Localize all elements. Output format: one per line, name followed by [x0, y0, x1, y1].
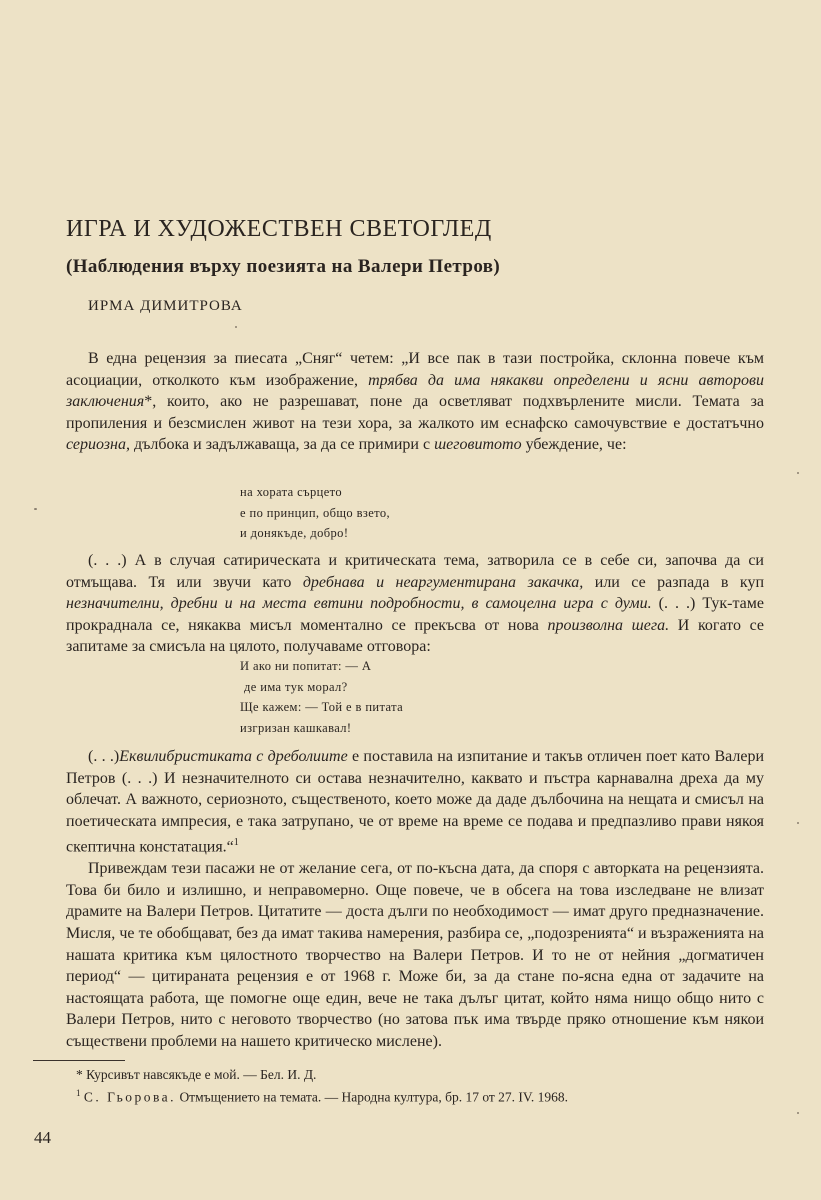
footnotes	[66, 1066, 764, 1107]
footnote-ref: 1	[233, 837, 239, 849]
verse-line: Ще кажем: — Той е в питата	[240, 700, 404, 714]
body-block-3	[66, 746, 764, 1053]
verse-quote-1	[240, 482, 390, 544]
print-speck	[797, 1112, 799, 1114]
body-block-2	[66, 550, 764, 658]
footnote-1: * Курсивът навсякъде е мой. — Бел. И. Д.	[76, 1067, 317, 1082]
article-title: ИГРА И ХУДОЖЕСТВЕН СВЕТОГЛЕД	[66, 216, 492, 242]
footnote-divider	[33, 1060, 125, 1061]
verse-line: И ако ни попитат: — А	[240, 659, 372, 673]
paragraph-1: В една рецензия за пиесата „Сняг“ четем: „И все пак в тази постройка, склонна повече към асоциации, отколкото към изображение, трябва да има някакви определени и ясни авторови заключения*, които, ако не разрешават, поне да осветляват подхвърлените мисли. Темата за пропиления и безсмислен живот на тези хора, за жалкото им еснафско самочувствие е достатъчно сериозна, дълбока и задължаваща, за да се примири с шеговитото убеждение, че:	[66, 350, 764, 454]
paragraph-3: (. . .)Еквилибристиката с дреболиите е поставила на изпитание и такъв отличен поет като Валери Петров (. . .) И незначителното си остава незначително, каквато и пъстра карнавална дреха да му облечат. А важното, сериозното, същественото, което може да даде дълбочина на нещата и смисъл на поетическата импресия, е така затрупано, че от време на време се подава и предпазливо прави някоя скептична констатация.“$^1$	[66, 748, 765, 856]
paragraph-4: Привеждам тези пасажи не от желание сега, от по-късна дата, да споря с авторката на рецензията. Това би било и излишно, и неправомерно. Още повече, че в обсега на това изследване не влизат драмите на Валери Петров. Цитатите — доста дълги по необходимост — имат друго предназначение. Мисля, че те обобщават, без да имат такива намерения, разбира се, „подозренията“ и възраженията на нашата критика към цялостното творчество на Валери Петров. И то не от нейния „догматичен период“ — цитираната рецензия е от 1968 г. Може би, за да стане по-ясна една от задачите на настоящата работа, ще помогне още един, вече не така дълъг цитат, който няма нищо общо нито с Валери Петров, нито с неговото творчество (но затова пък има твърде пряко отношение към някои съществени проблеми на нашето критическо мислене).	[66, 860, 764, 1051]
article-author: ИРМА ДИМИТРОВА	[88, 298, 243, 314]
page-number: 44	[34, 1128, 51, 1147]
verse-line: де има тук морал?	[244, 679, 348, 694]
print-speck	[34, 508, 37, 510]
body-block-1	[66, 348, 764, 456]
article-subtitle: (Наблюдения върху поезията на Валери Петров)	[66, 256, 501, 277]
verse-line: изгризан кашкавал!	[240, 720, 352, 735]
verse-line: на хората сърцето	[240, 485, 342, 499]
paragraph-2: (. . .) А в случая сатирическата и критическата тема, затворила се в себе си, започва да си отмъщава. Тя или звучи като дребнава и неаргументирана закачка, или се разпада в куп незначителни, дребни и на места евтини подробности, в самоцелна игра с думи. (. . .) Тук-таме прокрадналa се, някаква мисъл моментално се прекъсва от нова произволна шега. И когато се запитаме за смисъла на цялото, получаваме отговора:	[66, 552, 765, 656]
print-speck	[797, 472, 799, 474]
verse-quote-2	[240, 656, 403, 738]
footnote-2: $^1$ С. Гьорова. Отмъщението на темата. — Народна култура, бр. 17 от 27. IV. 1968.	[76, 1088, 569, 1105]
print-speck	[797, 822, 799, 824]
verse-line: е по принцип, общо взето,	[240, 505, 391, 520]
verse-line: и донякъде, добро!	[240, 526, 349, 540]
print-speck	[235, 326, 237, 328]
